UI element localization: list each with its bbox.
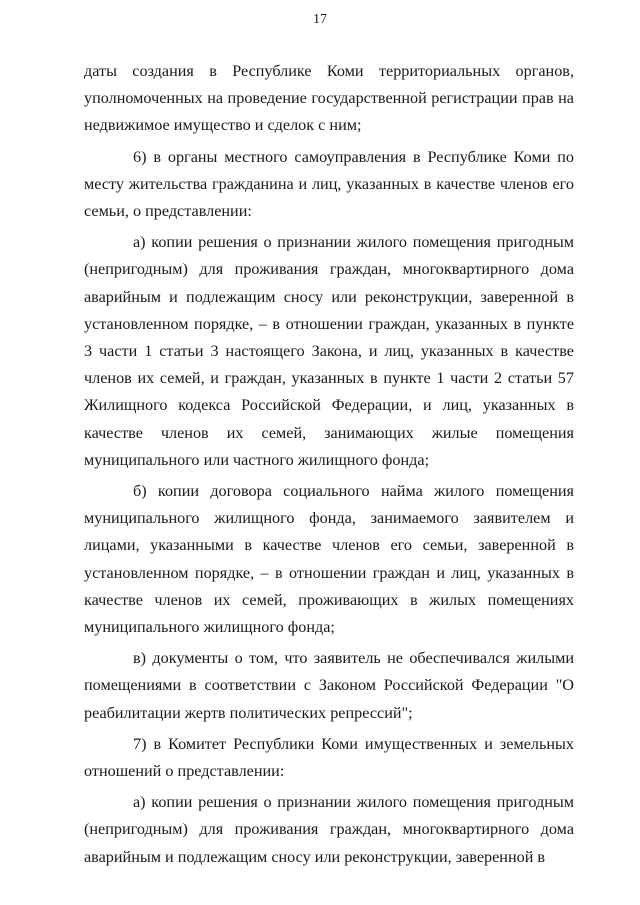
paragraph-item-6b: б) копии договора социального найма жилого помещения муниципального жилищного фонда, занимаемого заявителем и лицами, указанными в качестве членов его семьи, заверенной в установленном порядке, – в отношении граждан и лиц, указанных в качестве членов их семей, проживающих в жилых помещениях муниципального жилищного фонда; <box>84 482 574 637</box>
paragraph-item-6a: а) копии решения о признании жилого помещения пригодным (непригодным) для проживания граждан, многоквартирного дома аварийным и подлежащим сносу или реконструкции, заверенной в установленном порядке, – в отношении граждан, указанных в пункте 3 части 1 статьи 3 настоящего Закона, и лиц, указанных в качестве членов их семей, и граждан, указанных в пункте 1 части 2 статьи 57 Жилищного кодекса Российской Федерации, и лиц, указанных в качестве членов их семей, занимающих жилые помещения муниципального или частного жилищного фонда; <box>84 233 574 469</box>
paragraph-item-6: 6) в органы местного самоуправления в Республике Коми по месту жительства гражданина и лиц, указанных в качестве членов его семьи, о представлении: <box>84 147 574 221</box>
paragraph-item-7: 7) в Комитет Республики Коми имущественных и земельных отношений о представлении: <box>84 734 574 781</box>
paragraph-continuation: даты создания в Республике Коми территориальных органов, уполномоченных на проведение государственной регистрации прав на недвижимое имущество и сделок с ним; <box>84 62 574 135</box>
paragraph-item-6v: в) документы о том, что заявитель не обеспечивался жилыми помещениями в соответствии с Законом Российской Федерации "О реабилитации жертв политических репрессий"; <box>84 649 574 722</box>
document-body <box>84 58 574 871</box>
page-number: 17 <box>313 12 327 27</box>
paragraph-item-7a: а) копии решения о признании жилого помещения пригодным (непригодным) для проживания граждан, многоквартирного дома аварийным и подлежащим сносу или реконструкции, заверенной в <box>84 793 574 866</box>
